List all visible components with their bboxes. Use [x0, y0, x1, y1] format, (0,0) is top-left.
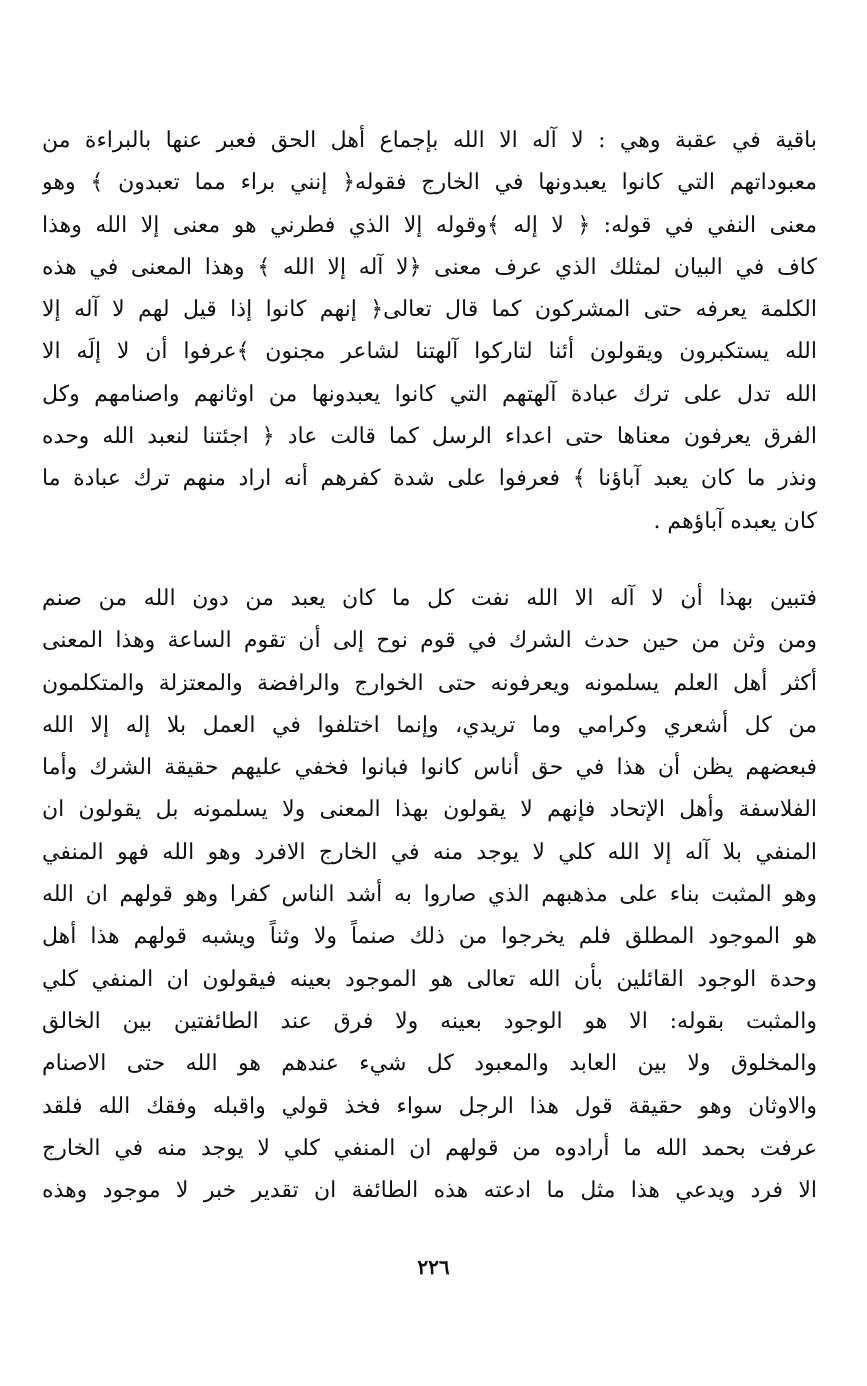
text-line: ومن وثن من حين حدث الشرك في قوم نوح إلى أن تقوم الساعة وهذا المعنى	[42, 628, 817, 654]
text-line: من كل أشعري وكرامي وما تريدي، وإنما اختلفوا في العمل بلا إله إلا الله	[42, 712, 817, 738]
text-line: الكلمة يعرفه حتى المشركون كما قال تعالى﴿ إنهم كانوا إذا قيل لهم لا آله إلا	[42, 297, 817, 323]
text-line: فتبين بهذا أن لا آله الا الله نفت كل ما كان يعبد من دون الله من صنم	[42, 586, 817, 611]
text-line: معنى النفي في قوله: ﴿ لا إله ﴾وقوله إلا الذي فطرني هو معنى إلا الله وهذا	[42, 212, 817, 238]
page-number: ٢٢٦	[417, 1255, 450, 1279]
text-line: عرفت بحمد الله ما أرادوه من قولهم ان المنفي كلي لا يوجد منه في الخارج	[42, 1135, 817, 1161]
text-line: الله يستكبرون ويقولون أئنا لتاركوا آلهتنا لشاعر مجنون ﴾عرفوا أن لا إلَه الا	[42, 339, 817, 365]
text-line: وحدة الوجود القائلين بأن الله تعالى هو الموجود بعينه فيقولون ان المنفي كلي	[42, 966, 817, 992]
text-line: الفرق يعرفون معناها حتى اعداء الرسل كما قالت عاد ﴿ اجئتنا لنعبد الله وحده	[42, 424, 817, 450]
text-line: والمخلوق ولا بين العابد والمعبود كل شيء عندهم هو الله حتى الاصنام	[42, 1051, 817, 1077]
text-line: فبعضهم يظن أن هذا في حق أناس كانوا فبانوا فخفي عليهم حقيقة الشرك وأما	[42, 755, 817, 781]
text-line: معبوداتهم التي كانوا يعبدونها في الخارج فقوله﴿ إنني براء مما تعبدون ﴾ وهو	[42, 170, 817, 196]
text-line: وهو المثبت بناء على مذهبهم الذي صاروا به أشد الناس كفرا وهو قولهم ان الله	[42, 882, 817, 908]
text-line: باقية في عقبة وهي : لا آله الا الله بإجماع أهل الحق فعبر عنها بالبراءة من	[42, 128, 817, 153]
text-line: المنفي بلا آله إلا الله كلي لا يوجد منه في الخارج الافرد وهو الله فهو المنفي	[42, 839, 817, 865]
text-line: الفلاسفة وأهل الإتحاد فإنهم لا يقولون بهذا المعنى ولا يسلمونه بل يقولون ان	[42, 797, 817, 823]
text-line: الله تدل على ترك عبادة آلهتهم التي كانوا يعبدونها من اوثانهم واصنامهم وكل	[42, 381, 817, 407]
text-line: كاف في البيان لمثلك الذي عرف معنى ﴿لا آله إلا الله ﴾ وهذا المعنى في هذه	[42, 254, 817, 280]
text-line: هو الموجود المطلق فلم يخرجوا من ذلك صنماً ولا وثناً ويشبه قولهم هذا أهل	[42, 924, 817, 950]
text-line: والاوثان وهو حقيقة قول هذا الرجل سواء فخذ قولي واقبله وفقك الله فلقد	[42, 1093, 817, 1119]
text-line: والمثبت بقوله: الا هو الوجود بعينه ولا فرق عند الطائفتين بين الخالق	[42, 1008, 817, 1034]
text-line: أكثر أهل العلم يسلمونه ويعرفونه حتى الخوارج والرافضة والمعتزلة والمتكلمون	[42, 670, 817, 696]
text-line: الا فرد ويدعي هذا مثل ما ادعته هذه الطائفة ان تقدير خبر لا موجود وهذه	[42, 1178, 817, 1204]
text-line: ونذر ما كان يعبد آباؤنا ﴾ فعرفوا على شدة كفرهم أنه اراد منهم ترك عبادة ما	[42, 466, 817, 492]
paragraph-1	[42, 120, 817, 543]
text-line: كان يعبده آباؤهم .	[653, 508, 817, 534]
paragraph-2	[42, 578, 817, 1212]
